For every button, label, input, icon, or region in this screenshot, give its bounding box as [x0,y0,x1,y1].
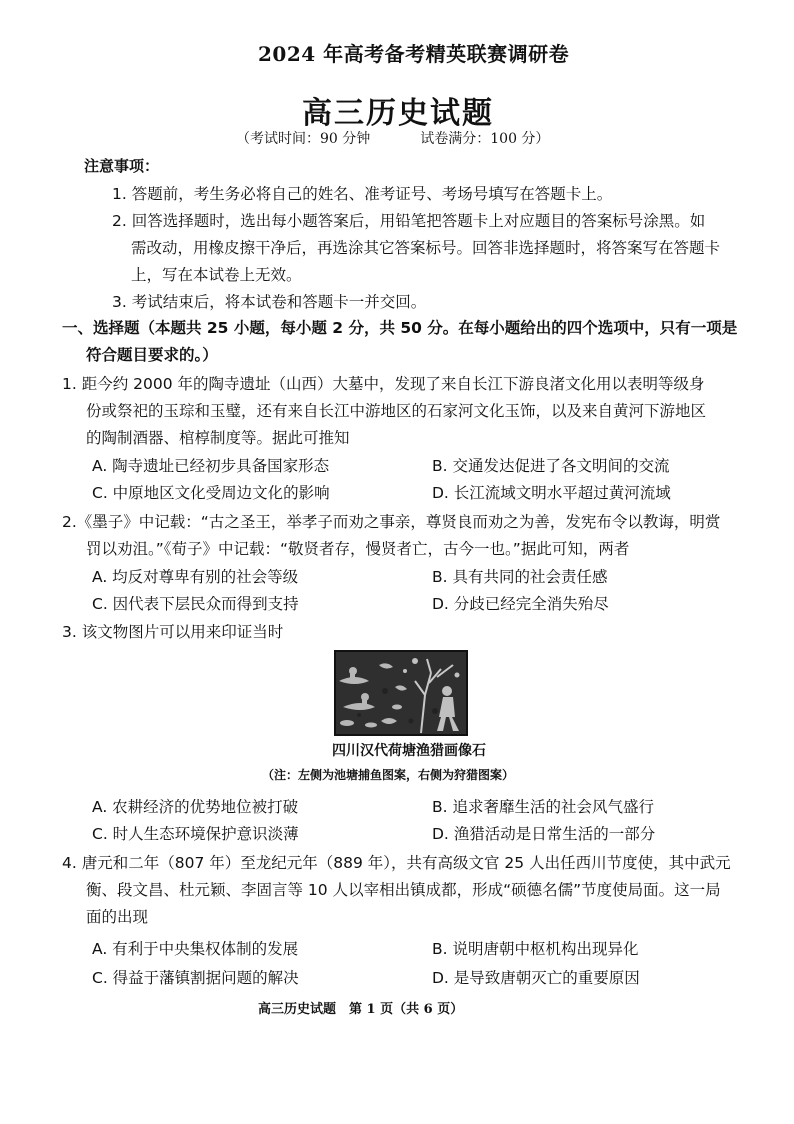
question-1-option-b[interactable]: B. 交通发达促进了各文明间的交流 [432,457,670,475]
question-4-option-c[interactable]: C. 得益于藩镇割据问题的解决 [92,969,299,987]
stone-relief-image [334,650,468,736]
question-3-line-1: 3. 该文物图片可以用来印证当时 [62,623,284,641]
question-3-option-a[interactable]: A. 农耕经济的优势地位被打破 [92,798,299,816]
question-3-option-d[interactable]: D. 渔猎活动是日常生活的一部分 [432,825,656,843]
question-4-option-a[interactable]: A. 有利于中央集权体制的发展 [92,940,299,958]
question-2-option-d[interactable]: D. 分歧已经完全消失殆尽 [432,595,609,613]
question-4-option-d[interactable]: D. 是导致唐朝灭亡的重要原因 [432,969,640,987]
question-3-option-b[interactable]: B. 追求奢靡生活的社会风气盛行 [432,798,654,816]
exam-time: （考试时间：90 分钟 [236,131,371,147]
note-item-2-cont2: 上，写在本试卷上无效。 [131,266,302,284]
question-2-line-2: 罚以劝沮。”《荀子》中记载：“敬贤者存，慢贤者亡，古今一也。”据此可知，两者 [86,540,630,558]
question-2-option-c[interactable]: C. 因代表下层民众而得到支持 [92,595,299,613]
question-1-option-a[interactable]: A. 陶寺遗址已经初步具备国家形态 [92,457,330,475]
exam-info [236,128,549,148]
page-footer: 高三历史试题 第 1 页（共 6 页） [258,1002,464,1017]
exam-title: 2024 年高考备考精英联赛调研卷 [258,42,570,66]
question-1-option-d[interactable]: D. 长江流域文明水平超过黄河流域 [432,484,671,502]
notes-heading: 注意事项： [84,157,160,175]
full-score: 试卷满分：100 分） [420,131,550,147]
question-4-line-1: 4. 唐元和二年（807 年）至龙纪元年（889 年），共有高级文官 25 人出任西川节度使，其中武元 [62,854,731,872]
question-2-option-b[interactable]: B. 具有共同的社会责任感 [432,568,608,586]
question-1-line-2: 份或祭祀的玉琮和玉璧，还有来自长江中游地区的石家河文化玉饰，以及来自黄河下游地区 [86,402,707,420]
question-3-option-c[interactable]: C. 时人生态环境保护意识淡薄 [92,825,299,843]
question-4-line-3: 面的出现 [86,908,149,926]
section-heading: 一、选择题（本题共 25 小题，每小题 2 分，共 50 分。在每小题给出的四个选项中，只有一项是 [62,319,738,337]
question-2-option-a[interactable]: A. 均反对尊卑有别的社会等级 [92,568,299,586]
question-1-line-1: 1. 距今约 2000 年的陶寺遗址（山西）大墓中，发现了来自长江下游良渚文化用以表明等级身 [62,375,705,393]
note-item-2: 2. 回答选择题时，选出每小题答案后，用铅笔把答题卡上对应题目的答案标号涂黑。如 [112,212,706,230]
question-1-option-c[interactable]: C. 中原地区文化受周边文化的影响 [92,484,330,502]
question-4-line-2: 衡、段文昌、杜元颖、李固言等 10 人以宰相出镇成都，形成“硕德名儒”节度使局面。这一局 [86,881,721,899]
figure-caption: 四川汉代荷塘渔猎画像石 [332,743,486,759]
subject-title: 高三历史试题 [302,96,494,131]
section-heading-cont: 符合题目要求的。） [86,346,218,364]
figure-note: （注：左侧为池塘捕鱼图案，右侧为狩猎图案） [262,768,515,782]
question-1-line-3: 的陶制酒器、棺椁制度等。据此可推知 [86,429,350,447]
note-item-3: 3. 考试结束后，将本试卷和答题卡一并交回。 [112,293,427,311]
note-item-2-cont: 需改动，用橡皮擦干净后，再选涂其它答案标号。回答非选择题时，将答案写在答题卡 [131,239,721,257]
note-item-1: 1. 答题前，考生务必将自己的姓名、准考证号、考场号填写在答题卡上。 [112,185,613,203]
question-2-line-1: 2.《墨子》中记载：“古之圣王，举孝子而劝之事亲，尊贤良而劝之为善，发宪布令以教诲，明赏 [62,513,721,531]
question-4-option-b[interactable]: B. 说明唐朝中枢机构出现异化 [432,940,639,958]
